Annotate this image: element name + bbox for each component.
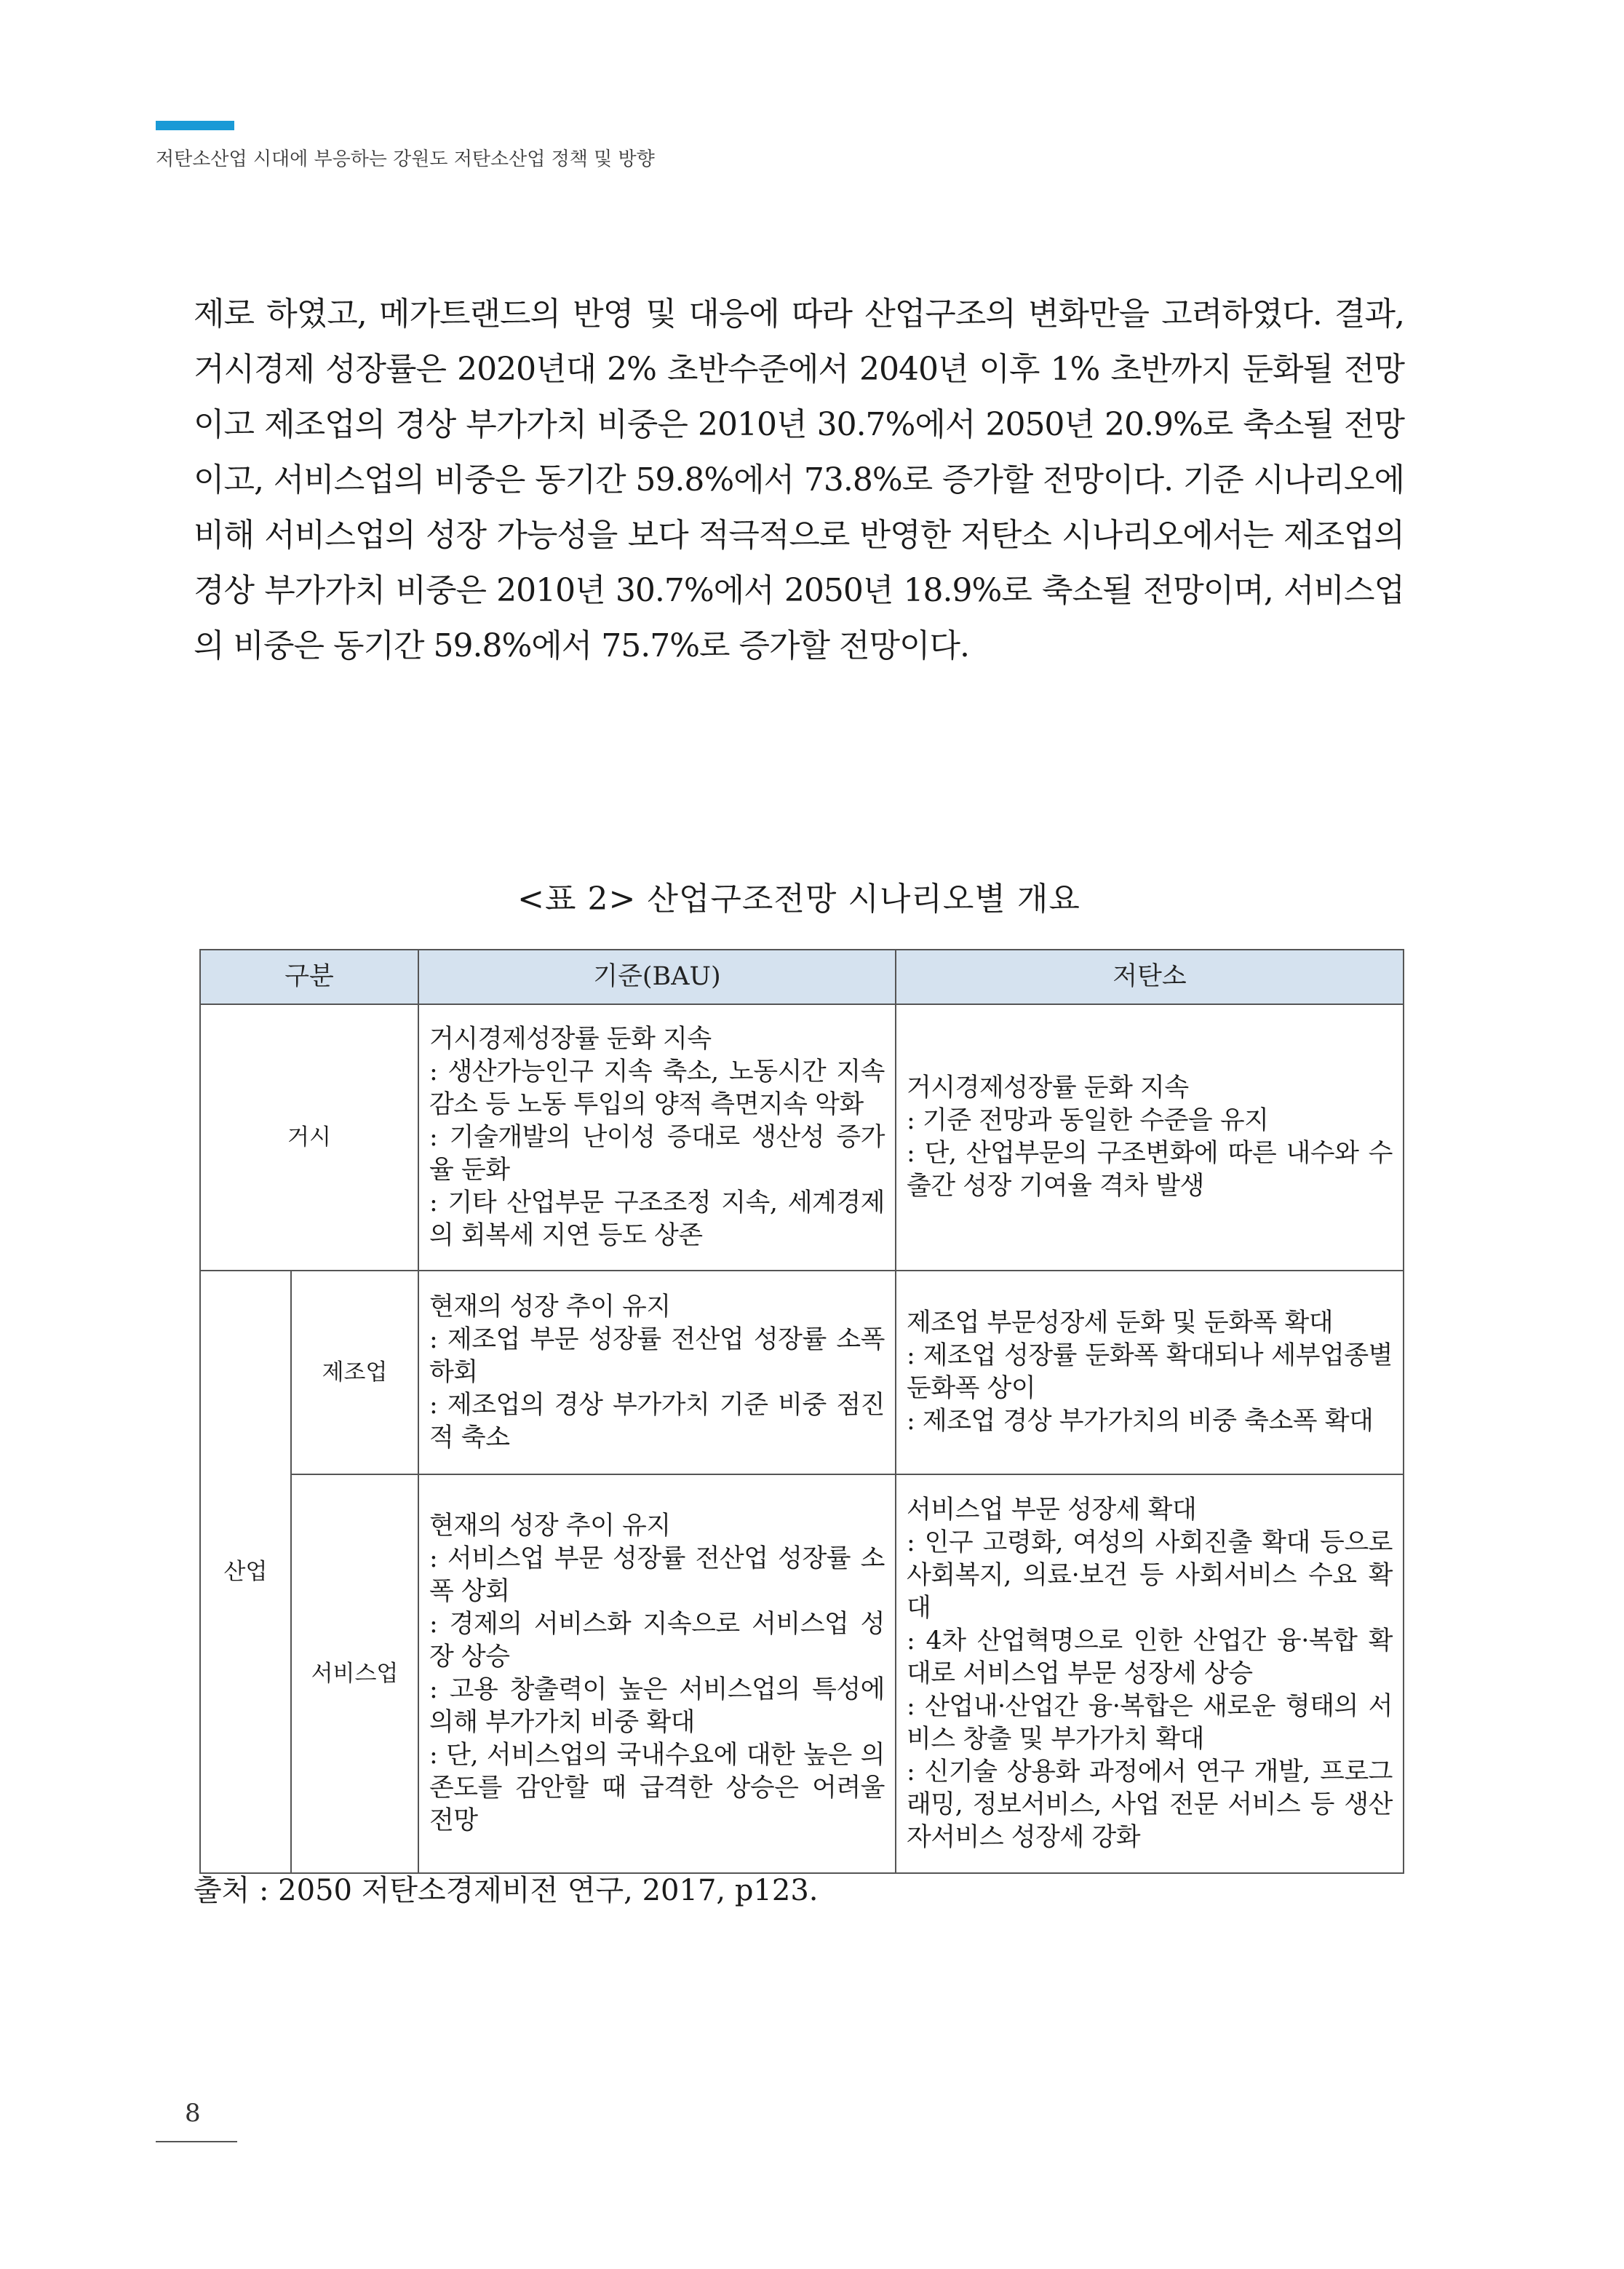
- column-header-low-carbon: 저탄소: [896, 950, 1404, 1004]
- row-label-macro: 거시: [200, 1004, 418, 1271]
- table-row: [200, 1271, 1404, 1474]
- cell-services-bau: 현재의 성장 추이 유지 : 서비스업 부문 성장률 전산업 성장률 소폭 상회 : 경제의 서비스화 지속으로 서비스업 성장 상승 : 고용 창출력이 높은 서비스업의 특성에 의해 부가가치 비중 확대 : 단, 서비스업의 국내수요에 대한 높은 의존도를 감안할 때 급격한 상승은 어려울 전망: [418, 1474, 896, 1873]
- header-accent-bar: [156, 121, 234, 130]
- cell-macro-low-carbon: 거시경제성장률 둔화 지속 : 기준 전망과 동일한 수준을 유지 : 단, 산업부문의 구조변화에 따른 내수와 수출간 성장 기여율 격차 발생: [896, 1004, 1404, 1271]
- table-header-row: [200, 950, 1404, 1004]
- row-label-services: 서비스업: [291, 1474, 418, 1873]
- cell-services-low-carbon: 서비스업 부문 성장세 확대 : 인구 고령화, 여성의 사회진출 확대 등으로 사회복지, 의료·보건 등 사회서비스 수요 확대 : 4차 산업혁명으로 인한 산업간 융·복합 확대로 서비스업 부문 성장세 상승 : 산업내·산업간 융·복합은 새로운 형태의 서비스 창출 및 부가가치 확대 : 신기술 상용화 과정에서 연구 개발, 프로그래밍, 정보서비스, 사업 전문 서비스 등 생산자서비스 성장세 강화: [896, 1474, 1404, 1873]
- running-header-title: 저탄소산업 시대에 부응하는 강원도 저탄소산업 정책 및 방향: [156, 148, 655, 170]
- column-header-category: 구분: [200, 950, 418, 1004]
- column-header-bau: 기준(BAU): [418, 950, 896, 1004]
- table-row: [200, 1474, 1404, 1873]
- scenario-overview-table: [199, 949, 1404, 1874]
- cell-macro-bau: 거시경제성장률 둔화 지속 : 생산가능인구 지속 축소, 노동시간 지속 감소 등 노동 투입의 양적 측면지속 악화 : 기술개발의 난이성 증대로 생산성 증가율 둔화 : 기타 산업부문 구조조정 지속, 세계경제의 회복세 지연 등도 상존: [418, 1004, 896, 1271]
- table-caption: <표 2> 산업구조전망 시나리오별 개요: [517, 881, 1080, 918]
- page-number: 8: [185, 2099, 201, 2128]
- row-label-manufacturing: 제조업: [291, 1271, 418, 1474]
- body-paragraph: 제로 하였고, 메가트랜드의 반영 및 대응에 따라 산업구조의 변화만을 고려하였다. 결과, 거시경제 성장률은 2020년대 2% 초반수준에서 2040년 이후 1% 초반까지 둔화될 전망이고 제조업의 경상 부가가치 비중은 2010년 30.7%에서 2050년 20.9%로 축소될 전망이고, 서비스업의 비중은 동기간 59.8%에서 73.8%로 증가할 전망이다. 기준 시나리오에 비해 서비스업의 성장 가능성을 보다 적극적으로 반영한 저탄소 시나리오에서는 제조업의 경상 부가가치 비중은 2010년 30.7%에서 2050년 18.9%로 축소될 전망이며, 서비스업의 비중은 동기간 59.8%에서 75.7%로 증가할 전망이다.: [194, 295, 1405, 664]
- cell-manufacturing-low-carbon: 제조업 부문성장세 둔화 및 둔화폭 확대 : 제조업 성장률 둔화폭 확대되나 세부업종별 둔화폭 상이 : 제조업 경상 부가가치의 비중 축소폭 확대: [896, 1271, 1404, 1474]
- row-label-industry: 산업: [200, 1271, 291, 1873]
- table-row: [200, 1004, 1404, 1271]
- table-source-note: 출처 : 2050 저탄소경제비전 연구, 2017, p123.: [194, 1874, 819, 1907]
- cell-manufacturing-bau: 현재의 성장 추이 유지 : 제조업 부문 성장률 전산업 성장률 소폭 하회 : 제조업의 경상 부가가치 기준 비중 점진적 축소: [418, 1271, 896, 1474]
- footer-rule: [156, 2141, 237, 2142]
